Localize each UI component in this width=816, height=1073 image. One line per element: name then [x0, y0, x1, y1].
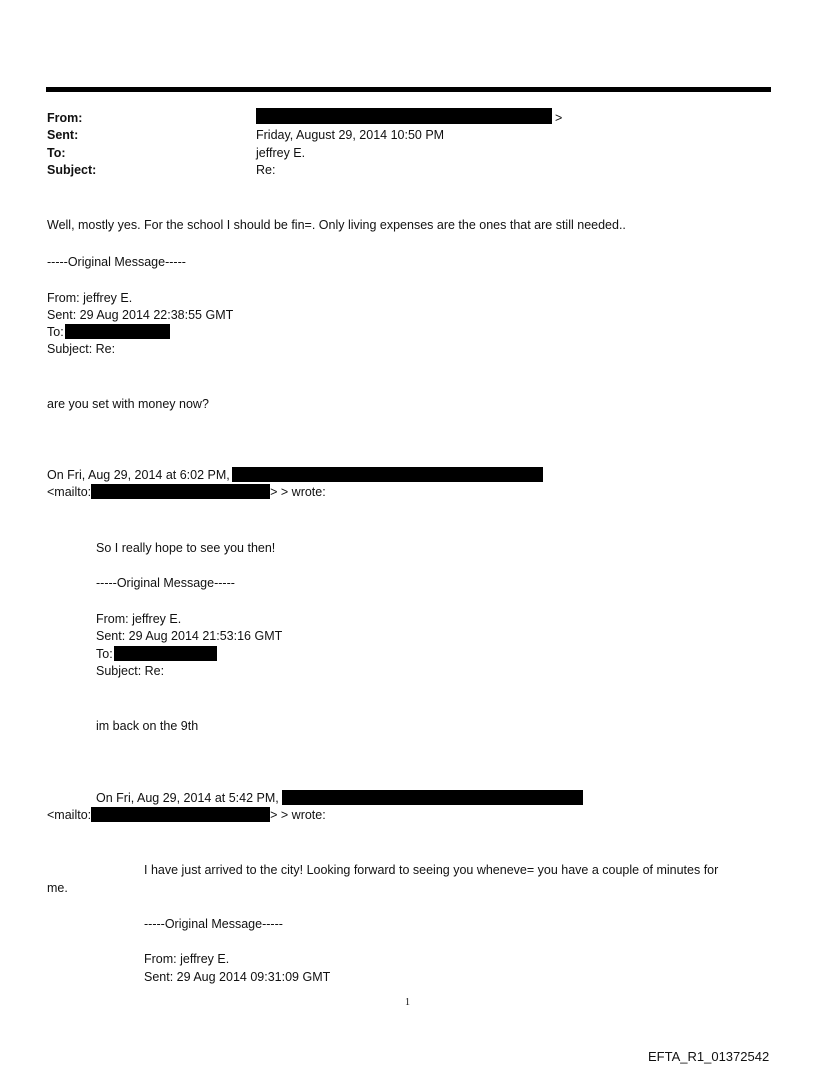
- quote1-subject: Subject: Re:: [96, 664, 165, 678]
- orig1-text: are you set with money now?: [47, 397, 209, 411]
- orig1-from: From: jeffrey E.: [47, 291, 133, 305]
- quote1-to: [96, 646, 217, 662]
- quote1-from: From: jeffrey E.: [96, 612, 182, 626]
- quote1-mailto-prefix: <mailto:: [47, 485, 92, 499]
- quote2-mailto-prefix: <mailto:: [47, 808, 92, 822]
- orig1-to: [47, 324, 170, 340]
- quote1-mailto-line: [47, 484, 326, 500]
- subject-value: Re:: [256, 163, 276, 177]
- quote1-on-line: [47, 467, 543, 483]
- from-redaction: [256, 108, 552, 124]
- orig1-sent: Sent: 29 Aug 2014 22:38:55 GMT: [47, 308, 234, 322]
- quote1-sender-redaction: [232, 467, 543, 482]
- orig1-to-redaction: [65, 324, 170, 339]
- quote2-from: From: jeffrey E.: [144, 952, 230, 966]
- page-number: 1: [405, 997, 410, 1008]
- to-value: jeffrey E.: [256, 146, 306, 160]
- sent-label: Sent:: [47, 128, 79, 142]
- quote1-to-redaction: [114, 646, 217, 661]
- quote1-reply: im back on the 9th: [96, 719, 199, 733]
- quote2-mailto-redaction: [91, 807, 270, 822]
- quote2-on-text: On Fri, Aug 29, 2014 at 5:42 PM,: [96, 791, 279, 805]
- quote2-mailto-line: [47, 807, 326, 823]
- quote2-sent: Sent: 29 Aug 2014 09:31:09 GMT: [144, 970, 331, 984]
- from-suffix: >: [555, 111, 563, 125]
- bates-number: EFTA_R1_01372542: [648, 1049, 770, 1064]
- quote2-sender-redaction: [282, 790, 583, 805]
- quote1-to-label: To:: [96, 647, 113, 661]
- quote2-text-line2: me.: [47, 881, 68, 895]
- quote2-divider: -----Original Message-----: [144, 917, 283, 931]
- quote1-on-text: On Fri, Aug 29, 2014 at 6:02 PM,: [47, 468, 230, 482]
- from-label: From:: [47, 111, 83, 125]
- reply-text: Well, mostly yes. For the school I should be fin=. Only living expenses are the ones that are still needed..: [47, 218, 626, 232]
- to-label: To:: [47, 146, 66, 160]
- quote2-text-line1: I have just arrived to the city! Looking forward to seeing you wheneve= you have a couple of minutes for: [144, 863, 719, 877]
- header-rule: [46, 87, 771, 92]
- sent-value: Friday, August 29, 2014 10:50 PM: [256, 128, 445, 142]
- orig1-divider: -----Original Message-----: [47, 255, 186, 269]
- quote1-sent: Sent: 29 Aug 2014 21:53:16 GMT: [96, 629, 283, 643]
- orig1-subject: Subject: Re:: [47, 342, 116, 356]
- quote1-divider: -----Original Message-----: [96, 576, 235, 590]
- subject-label: Subject:: [47, 163, 97, 177]
- quote2-mailto-suffix: > > wrote:: [270, 808, 326, 822]
- quote1-mailto-redaction: [91, 484, 270, 499]
- orig1-to-label: To:: [47, 325, 64, 339]
- quote2-on-line: [96, 790, 583, 806]
- quote1-mailto-suffix: > > wrote:: [270, 485, 326, 499]
- quote1-text: So I really hope to see you then!: [96, 541, 276, 555]
